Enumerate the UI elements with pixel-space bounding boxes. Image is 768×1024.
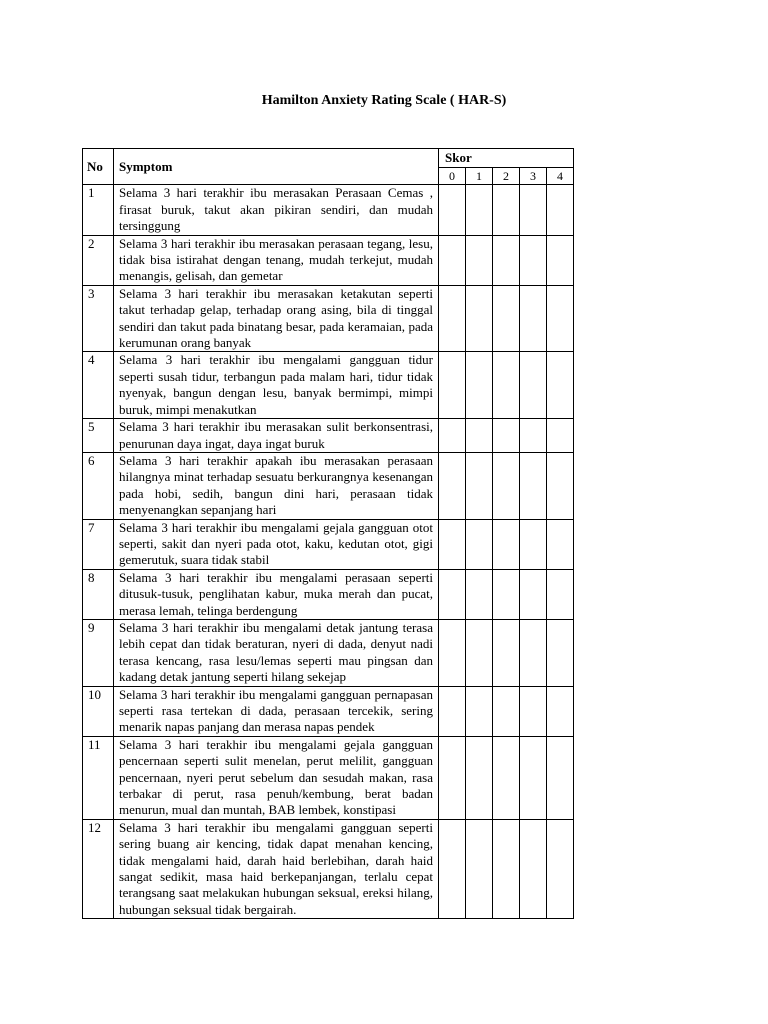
score-cell-4[interactable] (547, 686, 574, 736)
row-symptom: Selama 3 hari terakhir ibu mengalami gangguan tidur seperti susah tidur, terbangun pada malam hari, tidur tidak nyenyak, bangun dengan lesu, banyak bermimpi, mimpi buruk, mimpi menakutkan (114, 352, 439, 419)
table-row (83, 285, 574, 352)
score-cell-2[interactable] (493, 235, 520, 285)
score-cell-2[interactable] (493, 419, 520, 453)
table-header (83, 149, 574, 185)
score-cell-1[interactable] (466, 185, 493, 235)
header-score-4: 4 (547, 168, 574, 185)
score-cell-4[interactable] (547, 235, 574, 285)
table-row (83, 619, 574, 686)
score-cell-2[interactable] (493, 686, 520, 736)
row-number: 10 (83, 686, 114, 736)
score-cell-4[interactable] (547, 352, 574, 419)
row-symptom: Selama 3 hari terakhir ibu mengalami gangguan seperti sering buang air kencing, tidak dapat menahan kencing, tidak mengalami haid, darah haid berlebihan, darah haid sangat sedikit, masa haid berkepanjangan, terlalu cepat terangsang saat melakukan hubungan seksual, ereksi hilang, hubungan seksual tidak bergairah. (114, 819, 439, 918)
score-cell-4[interactable] (547, 736, 574, 819)
score-cell-4[interactable] (547, 419, 574, 453)
row-symptom: Selama 3 hari terakhir ibu mengalami gejala gangguan otot seperti, sakit dan nyeri pada otot, kaku, kedutan otot, gigi gemerutuk, suara tidak stabil (114, 519, 439, 569)
score-cell-3[interactable] (520, 235, 547, 285)
score-cell-2[interactable] (493, 285, 520, 352)
row-symptom: Selama 3 hari terakhir ibu merasakan Perasaan Cemas , firasat buruk, takut akan pikiran sendiri, dan mudah tersinggung (114, 185, 439, 235)
header-skor: Skor (439, 149, 574, 168)
row-number: 7 (83, 519, 114, 569)
header-score-0: 0 (439, 168, 466, 185)
table-row (83, 736, 574, 819)
score-cell-1[interactable] (466, 419, 493, 453)
header-symptom: Symptom (114, 149, 439, 185)
score-cell-4[interactable] (547, 819, 574, 918)
score-cell-1[interactable] (466, 686, 493, 736)
header-score-3: 3 (520, 168, 547, 185)
score-cell-3[interactable] (520, 619, 547, 686)
row-number: 11 (83, 736, 114, 819)
score-cell-0[interactable] (439, 519, 466, 569)
row-symptom: Selama 3 hari terakhir ibu merasakan ketakutan seperti takut terhadap gelap, terhadap orang asing, bila di tinggal sendiri dan takut pada binatang besar, pada keramaian, pada kerumunan orang banyak (114, 285, 439, 352)
score-cell-1[interactable] (466, 285, 493, 352)
score-cell-2[interactable] (493, 185, 520, 235)
score-cell-0[interactable] (439, 185, 466, 235)
score-cell-1[interactable] (466, 819, 493, 918)
score-cell-2[interactable] (493, 569, 520, 619)
document-title: Hamilton Anxiety Rating Scale ( HAR-S) (261, 93, 507, 108)
header-no: No (83, 149, 114, 185)
score-cell-2[interactable] (493, 619, 520, 686)
score-cell-3[interactable] (520, 419, 547, 453)
row-number: 2 (83, 235, 114, 285)
score-cell-1[interactable] (466, 235, 493, 285)
score-cell-4[interactable] (547, 185, 574, 235)
table-row (83, 519, 574, 569)
table-row (83, 185, 574, 235)
score-cell-2[interactable] (493, 736, 520, 819)
table-row (83, 686, 574, 736)
row-number: 8 (83, 569, 114, 619)
score-cell-2[interactable] (493, 819, 520, 918)
score-cell-4[interactable] (547, 569, 574, 619)
score-cell-3[interactable] (520, 736, 547, 819)
score-cell-4[interactable] (547, 519, 574, 569)
table-row (83, 352, 574, 419)
score-cell-3[interactable] (520, 285, 547, 352)
score-cell-4[interactable] (547, 452, 574, 519)
row-number: 1 (83, 185, 114, 235)
score-cell-3[interactable] (520, 352, 547, 419)
hars-table (82, 148, 574, 919)
header-score-1: 1 (466, 168, 493, 185)
row-symptom: Selama 3 hari terakhir ibu merasakan perasaan tegang, lesu, tidak bisa istirahat dengan tenang, mudah terkejut, mudah menangis, gelisah, dan gemetar (114, 235, 439, 285)
row-symptom: Selama 3 hari terakhir ibu merasakan sulit berkonsentrasi, penurunan daya ingat, daya ingat buruk (114, 419, 439, 453)
score-cell-0[interactable] (439, 736, 466, 819)
score-cell-3[interactable] (520, 185, 547, 235)
score-cell-0[interactable] (439, 619, 466, 686)
table-row (83, 452, 574, 519)
row-number: 4 (83, 352, 114, 419)
score-cell-2[interactable] (493, 452, 520, 519)
row-symptom: Selama 3 hari terakhir ibu mengalami gejala gangguan pencernaan seperti sulit menelan, perut melilit, gangguan pencernaan, nyeri perut sebelum dan sesudah makan, rasa terbakar di perut, rasa penuh/kembung, berat badan menurun, mual dan muntah, BAB lembek, konstipasi (114, 736, 439, 819)
score-cell-1[interactable] (466, 352, 493, 419)
score-cell-2[interactable] (493, 352, 520, 419)
score-cell-0[interactable] (439, 285, 466, 352)
score-cell-1[interactable] (466, 736, 493, 819)
score-cell-2[interactable] (493, 519, 520, 569)
score-cell-4[interactable] (547, 285, 574, 352)
score-cell-1[interactable] (466, 519, 493, 569)
table-row (83, 235, 574, 285)
score-cell-3[interactable] (520, 819, 547, 918)
score-cell-0[interactable] (439, 819, 466, 918)
score-cell-1[interactable] (466, 619, 493, 686)
score-cell-3[interactable] (520, 519, 547, 569)
score-cell-4[interactable] (547, 619, 574, 686)
row-number: 6 (83, 452, 114, 519)
row-number: 5 (83, 419, 114, 453)
score-cell-0[interactable] (439, 235, 466, 285)
score-cell-3[interactable] (520, 686, 547, 736)
row-symptom: Selama 3 hari terakhir ibu mengalami perasaan seperti ditusuk-tusuk, penglihatan kabur, muka merah dan pucat, merasa lemah, telinga berdengung (114, 569, 439, 619)
table-row (83, 419, 574, 453)
table-row (83, 819, 574, 918)
score-cell-0[interactable] (439, 452, 466, 519)
row-number: 9 (83, 619, 114, 686)
row-symptom: Selama 3 hari terakhir ibu mengalami detak jantung terasa lebih cepat dan tidak beraturan, nyeri di dada, denyut nadi terasa kencang, rasa lesu/lemas seperti mau pingsan dan kadang detak jantung seperti hilang sekejap (114, 619, 439, 686)
score-cell-0[interactable] (439, 352, 466, 419)
table-body (83, 185, 574, 919)
score-cell-0[interactable] (439, 569, 466, 619)
table-row (83, 569, 574, 619)
row-number: 12 (83, 819, 114, 918)
row-number: 3 (83, 285, 114, 352)
header-score-2: 2 (493, 168, 520, 185)
score-cell-3[interactable] (520, 569, 547, 619)
row-symptom: Selama 3 hari terakhir ibu mengalami gangguan pernapasan seperti rasa tertekan di dada, perasaan tercekik, sering menarik napas panjang dan merasa napas pendek (114, 686, 439, 736)
score-cell-1[interactable] (466, 452, 493, 519)
score-cell-1[interactable] (466, 569, 493, 619)
row-symptom: Selama 3 hari terakhir apakah ibu merasakan perasaan hilangnya minat terhadap sesuatu berkurangnya kesenangan pada hobi, sedih, bangun dini hari, perasaan tidak menyenangkan sepanjang hari (114, 452, 439, 519)
score-cell-3[interactable] (520, 452, 547, 519)
score-cell-0[interactable] (439, 686, 466, 736)
score-cell-0[interactable] (439, 419, 466, 453)
